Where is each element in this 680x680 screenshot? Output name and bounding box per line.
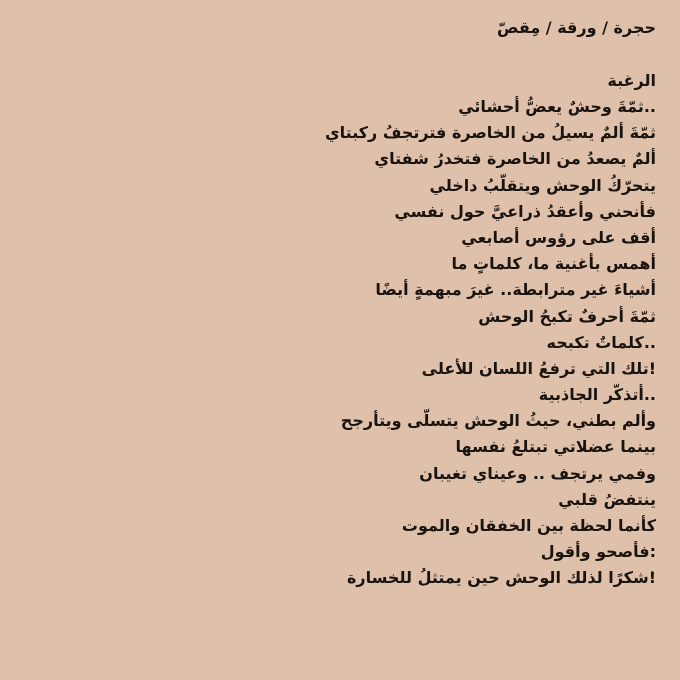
poem-line: أشياءَ غير مترابطة.. غيرَ مبهمةٍ أيضًا [375,280,656,300]
poem-document [24,14,656,592]
poem-line: كأنما لحظة بين الخفقان والموت [401,516,656,535]
poem-line: ألمٌ يصعدُ من الخاصرة فتخدرُ شفتاي [374,149,656,169]
poem-line: ..ثمّةَ وحشٌ يعضُّ أحشائي [458,97,656,116]
poem-line: أهمس بأغنية ما، كلماتٍ ما [451,254,656,274]
document-header: حجرة / ورقة / مِقصّ [496,18,656,37]
poem-line: ..كلماتٌ تكبحه [546,332,656,352]
poem-line: ..أتذكّر الجاذبية [538,385,656,405]
poem-line: يتحرّكُ الوحش ويتقلّبُ داخلي [429,175,656,195]
poem-line: بينما عضلاتي تبتلعُ نفسها [455,437,656,457]
poem-title: الرغبة [607,71,656,90]
blank-line [24,42,656,68]
poem-line: أقف على رؤوس أصابعي [461,227,656,247]
poem-line: ثمّةَ أحرفٌ تكبحُ الوحش [478,306,656,326]
poem-line: ثمّةَ ألمٌ يسيلُ من الخاصرة فترتجفُ ركبتاي [325,123,656,143]
poem-line: :فأصحو وأقول [540,542,656,562]
poem-line: !تلك التي ترفعُ اللسان للأعلى [421,358,656,378]
poem-line: ينتفضُ قلبي [558,489,656,509]
poem-lines [24,94,656,592]
poem-line: !شكرًا لذلك الوحش حين يمتثلُ للخسارة [346,568,656,588]
poem-line: فأنحني وأعقدُ ذراعيَّ حول نفسي [394,201,656,221]
poem-line: وألم بطني، حيثُ الوحش يتسلّى ويتأرجح [340,411,656,431]
poem-line: وفمي يرتجف .. وعيناي تغيبان [419,463,656,483]
